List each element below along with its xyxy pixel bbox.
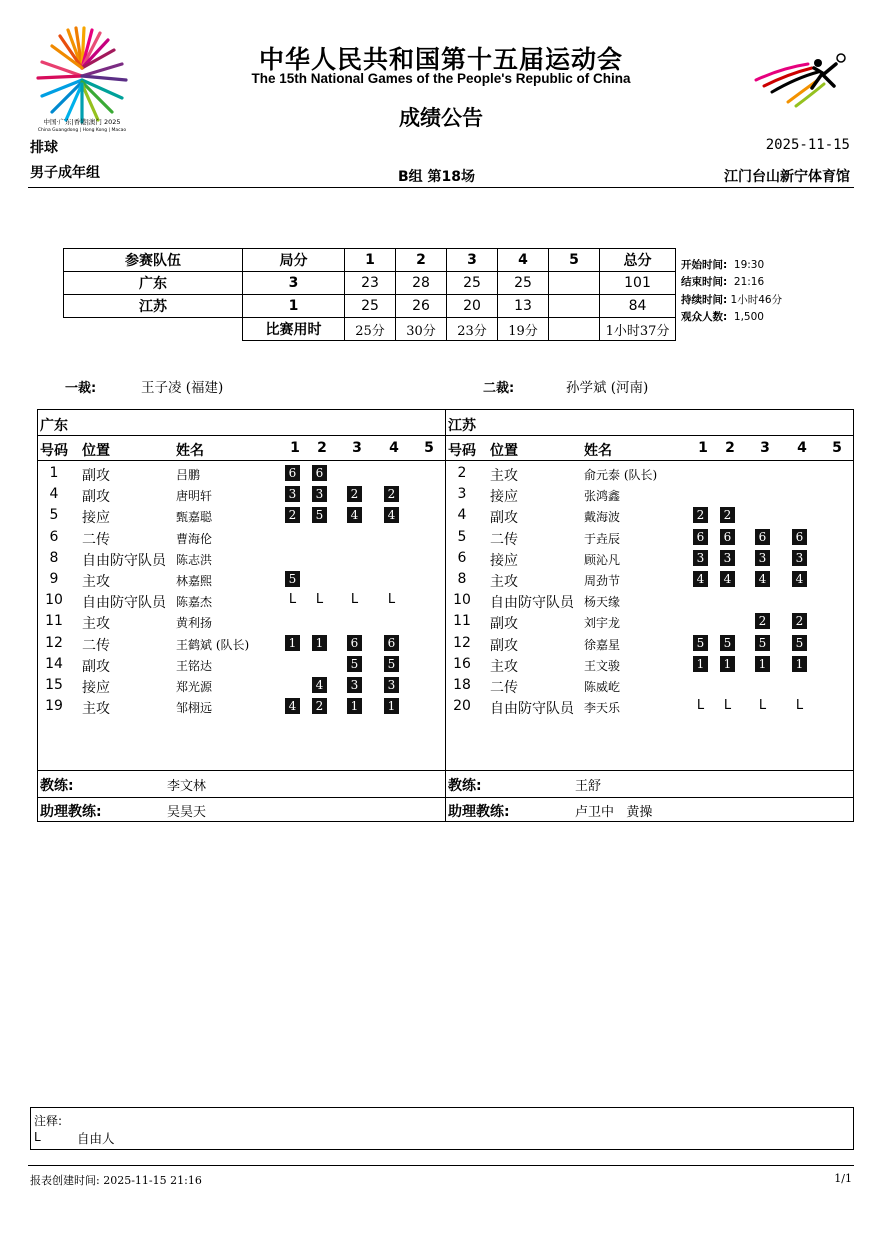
player-name: 陈嘉杰 [176, 595, 213, 610]
roster-header-position: 位置 [82, 443, 110, 459]
roster-line [37, 770, 854, 771]
player-position: 主攻 [490, 468, 518, 484]
player-number: 5 [49, 507, 59, 524]
set-points: 25 [498, 272, 549, 295]
player-position: 副攻 [82, 489, 110, 506]
starting-position-box: 4 [384, 507, 399, 523]
roster-header-set: 4 [389, 440, 399, 456]
libero-marker: L [387, 592, 396, 608]
player-number: 12 [45, 634, 63, 651]
total-duration: 1小时37分 [600, 318, 676, 341]
player-position: 主攻 [82, 616, 110, 633]
logo-caption: 中国·广东|香港|澳门 2025 [43, 118, 121, 126]
set-duration: 19分 [498, 318, 549, 341]
notes-box [30, 1107, 854, 1150]
player-number: 6 [457, 549, 467, 566]
starting-position-box: 1 [347, 698, 362, 714]
starting-position-box: 5 [312, 507, 327, 523]
coach-label: 教练: [40, 778, 74, 794]
player-number: 3 [457, 486, 467, 503]
score-header: 3 [447, 249, 498, 272]
roster-header-name: 姓名 [176, 443, 204, 459]
score-header: 1 [345, 249, 396, 272]
player-name: 王文骏 [584, 658, 621, 673]
player-name: 戴海波 [584, 510, 621, 525]
player-position: 副攻 [82, 658, 110, 675]
first-referee: 王子凌 (福建) [141, 380, 224, 396]
score-header: 局分 [243, 249, 345, 272]
starting-position-box: 3 [792, 550, 807, 566]
match-date: 2025-11-15 [765, 137, 850, 153]
libero-marker: L [795, 698, 804, 714]
set-duration [549, 318, 600, 341]
libero-marker: L [758, 698, 767, 714]
starting-position-box: 2 [755, 613, 770, 629]
starting-position-box: 3 [347, 677, 362, 693]
match-meta [681, 257, 782, 326]
player-position: 主攻 [490, 574, 518, 590]
starting-position-box: 2 [384, 486, 399, 502]
player-number: 6 [49, 528, 59, 545]
player-number: 1 [49, 465, 59, 481]
score-row [64, 295, 676, 318]
player-name: 徐嘉星 [584, 637, 621, 652]
starting-position-box: 5 [285, 571, 300, 587]
report-created: 报表创建时间: 2025-11-15 21:16 [30, 1174, 202, 1187]
player-number: 8 [49, 549, 59, 566]
player-name: 王鹤斌 (队长) [176, 637, 250, 652]
player-name: 邹栩远 [176, 701, 213, 716]
player-position: 主攻 [82, 701, 110, 718]
player-name: 俞元泰 (队长) [584, 468, 658, 482]
player-position: 二传 [82, 637, 110, 654]
duration-row [64, 318, 676, 341]
venue-label: 江门台山新宁体育馆 [724, 169, 850, 185]
first-referee-label: 一裁: [65, 381, 97, 396]
set-points: 28 [396, 272, 447, 295]
duration-label: 比赛用时 [243, 318, 345, 341]
roster-header-set: 1 [698, 440, 708, 456]
starting-position-box: 5 [792, 635, 807, 651]
player-name: 吕鹏 [176, 468, 201, 482]
player-name: 陈志洪 [176, 552, 213, 567]
roster-header-position: 位置 [490, 443, 518, 459]
total-points: 84 [600, 295, 676, 318]
starting-position-box: 3 [693, 550, 708, 566]
starting-position-box: 6 [384, 635, 399, 651]
starting-position-box: 6 [312, 465, 327, 481]
starting-position-box: 3 [720, 550, 735, 566]
player-number: 9 [49, 571, 59, 587]
starting-position-box: 4 [755, 571, 770, 587]
starting-position-box: 5 [720, 635, 735, 651]
starting-position-box: 6 [755, 529, 770, 545]
player-position: 副攻 [82, 468, 110, 484]
player-number: 10 [45, 592, 63, 609]
player-name: 唐明轩 [176, 489, 213, 504]
player-number: 4 [49, 486, 59, 503]
libero-marker: L [350, 592, 359, 608]
match-label: B组 第18场 [398, 169, 476, 185]
roster-header-number: 号码 [40, 443, 68, 459]
player-number: 10 [453, 592, 471, 609]
second-referee: 孙学斌 (河南) [566, 380, 649, 396]
player-name: 郑光源 [176, 680, 213, 694]
player-position: 主攻 [490, 658, 518, 675]
set-duration: 30分 [396, 318, 447, 341]
starting-position-box: 1 [755, 656, 770, 672]
player-name: 王铭达 [176, 658, 213, 673]
footer-divider [28, 1165, 854, 1166]
starting-position-box: 3 [384, 677, 399, 693]
libero-marker: L [315, 592, 324, 608]
player-name: 黄利扬 [176, 616, 213, 631]
player-number: 11 [45, 613, 63, 630]
roster-line [37, 797, 854, 798]
starting-position-box: 1 [312, 635, 327, 651]
starting-position-box: 4 [720, 571, 735, 587]
second-referee-label: 二裁: [483, 381, 515, 396]
roster-header-name: 姓名 [584, 443, 612, 459]
starting-position-box: 2 [693, 507, 708, 523]
starting-position-box: 3 [312, 486, 327, 502]
set-points [549, 272, 600, 295]
assistant-coach-name: 吴昊天 [167, 805, 207, 820]
starting-position-box: 2 [720, 507, 735, 523]
set-duration: 23分 [447, 318, 498, 341]
player-position: 接应 [82, 680, 110, 696]
libero-marker: L [288, 592, 297, 608]
notes-meaning: 自由人 [77, 1131, 115, 1146]
set-points: 20 [447, 295, 498, 318]
team-name: 广东 [64, 272, 243, 295]
player-position: 自由防守队员 [490, 701, 574, 718]
player-position: 接应 [490, 552, 518, 569]
assistant-coach-label: 助理教练: [40, 804, 102, 820]
player-position: 自由防守队员 [490, 595, 574, 612]
player-position: 二传 [490, 680, 518, 696]
player-position: 副攻 [490, 510, 518, 527]
coach-name: 王舒 [575, 779, 602, 794]
event-title-en: The 15th National Games of the People's Republic of China [251, 71, 631, 86]
starting-position-box: 6 [792, 529, 807, 545]
event-title: 中华人民共和国第十五届运动会 [258, 45, 623, 74]
score-header: 5 [549, 249, 600, 272]
player-number: 19 [45, 698, 63, 715]
set-points: 25 [345, 295, 396, 318]
player-number: 16 [453, 655, 471, 672]
player-number: 12 [453, 634, 471, 651]
starting-position-box: 5 [347, 656, 362, 672]
starting-position-box: 1 [792, 656, 807, 672]
score-header: 2 [396, 249, 447, 272]
starting-position-box: 2 [312, 698, 327, 714]
sets-won: 1 [243, 295, 345, 318]
libero-marker: L [696, 698, 705, 714]
starting-position-box: 2 [792, 613, 807, 629]
score-header-row [64, 249, 676, 272]
starting-position-box: 1 [384, 698, 399, 714]
roster-line [37, 460, 854, 461]
category-label: 男子成年组 [30, 165, 100, 181]
team-name: 江苏 [64, 295, 243, 318]
player-position: 副攻 [490, 637, 518, 654]
score-table [63, 248, 676, 341]
set-points: 13 [498, 295, 549, 318]
starting-position-box: 5 [755, 635, 770, 651]
starting-position-box: 4 [693, 571, 708, 587]
player-number: 4 [457, 507, 467, 524]
libero-marker: L [723, 698, 732, 714]
roster-header-set: 5 [424, 440, 434, 456]
starting-position-box: 4 [312, 677, 327, 693]
sport-label: 排球 [30, 140, 58, 156]
score-header: 总分 [600, 249, 676, 272]
starting-position-box: 2 [285, 507, 300, 523]
header-divider [28, 187, 854, 188]
player-name: 李天乐 [584, 701, 621, 716]
meta-attendance: 观众人数: 1,500 [681, 310, 764, 323]
starting-position-box: 1 [720, 656, 735, 672]
player-number: 8 [457, 571, 467, 587]
player-number: 15 [45, 677, 63, 693]
starting-position-box: 6 [347, 635, 362, 651]
meta-end: 结束时间: 21:16 [681, 276, 765, 289]
player-position: 接应 [82, 510, 110, 527]
starting-position-box: 5 [384, 656, 399, 672]
player-number: 18 [453, 677, 471, 693]
player-number: 5 [457, 528, 467, 545]
starting-position-box: 3 [285, 486, 300, 502]
roster-header-set: 2 [317, 440, 327, 456]
player-name: 周劲节 [584, 574, 621, 588]
player-position: 二传 [490, 531, 518, 548]
player-name: 于垚辰 [584, 531, 621, 546]
roster-header-set: 5 [832, 440, 842, 456]
player-position: 主攻 [82, 574, 110, 590]
player-name: 刘宇龙 [584, 616, 621, 631]
assistant-coach-label: 助理教练: [448, 804, 510, 820]
roster-header-set: 3 [760, 440, 770, 456]
set-points: 23 [345, 272, 396, 295]
starting-position-box: 4 [792, 571, 807, 587]
starting-position-box: 3 [755, 550, 770, 566]
roster-team-name: 广东 [40, 418, 68, 434]
player-number: 20 [453, 698, 471, 715]
coach-name: 李文林 [167, 779, 207, 794]
starting-position-box: 4 [347, 507, 362, 523]
player-name: 林嘉熙 [176, 574, 213, 588]
set-duration: 25分 [345, 318, 396, 341]
starting-position-box: 1 [693, 656, 708, 672]
logo-caption-en: China Guangdong | Hong Kong | Macao [37, 128, 127, 133]
player-name: 张鸿鑫 [584, 489, 621, 504]
starting-position-box: 5 [693, 635, 708, 651]
set-points: 25 [447, 272, 498, 295]
assistant-coach-name: 卢卫中 黄操 [575, 805, 653, 820]
notice-title: 成绩公告 [399, 106, 483, 130]
starting-position-box: 1 [285, 635, 300, 651]
starting-position-box: 2 [347, 486, 362, 502]
player-position: 接应 [490, 489, 518, 506]
player-name: 杨天缘 [584, 595, 621, 610]
player-name: 顾沁凡 [584, 552, 621, 567]
player-name: 陈威屹 [584, 680, 621, 694]
starting-position-box: 6 [720, 529, 735, 545]
starting-position-box: 6 [285, 465, 300, 481]
roster-header-set: 1 [290, 440, 300, 456]
score-header: 4 [498, 249, 549, 272]
total-points: 101 [600, 272, 676, 295]
player-position: 自由防守队员 [82, 595, 166, 612]
meta-start: 开始时间: 19:30 [681, 259, 765, 271]
player-name: 曹海伦 [176, 531, 213, 546]
roster-header-set: 3 [352, 440, 362, 456]
starting-position-box: 4 [285, 698, 300, 714]
player-position: 二传 [82, 531, 110, 548]
starting-position-box: 6 [693, 529, 708, 545]
player-name: 甄嘉聪 [176, 510, 213, 525]
page-number: 1/1 [834, 1172, 852, 1185]
coach-label: 教练: [448, 778, 482, 794]
roster-header-number: 号码 [448, 443, 476, 459]
player-number: 11 [453, 613, 471, 630]
roster-line [37, 435, 854, 436]
sets-won: 3 [243, 272, 345, 295]
roster-header-set: 2 [725, 440, 735, 456]
set-points [549, 295, 600, 318]
roster-team-name: 江苏 [448, 418, 476, 434]
roster-header-set: 4 [797, 440, 807, 456]
score-row [64, 272, 676, 295]
player-number: 2 [457, 465, 467, 481]
set-points: 26 [396, 295, 447, 318]
notes-key: L [34, 1130, 41, 1144]
notes-label: 注释: [34, 1114, 63, 1128]
player-position: 副攻 [490, 616, 518, 633]
meta-duration: 持续时间: 1小时46分 [681, 293, 783, 306]
player-position: 自由防守队员 [82, 552, 166, 569]
score-header: 参赛队伍 [64, 249, 243, 272]
player-number: 14 [45, 655, 63, 672]
